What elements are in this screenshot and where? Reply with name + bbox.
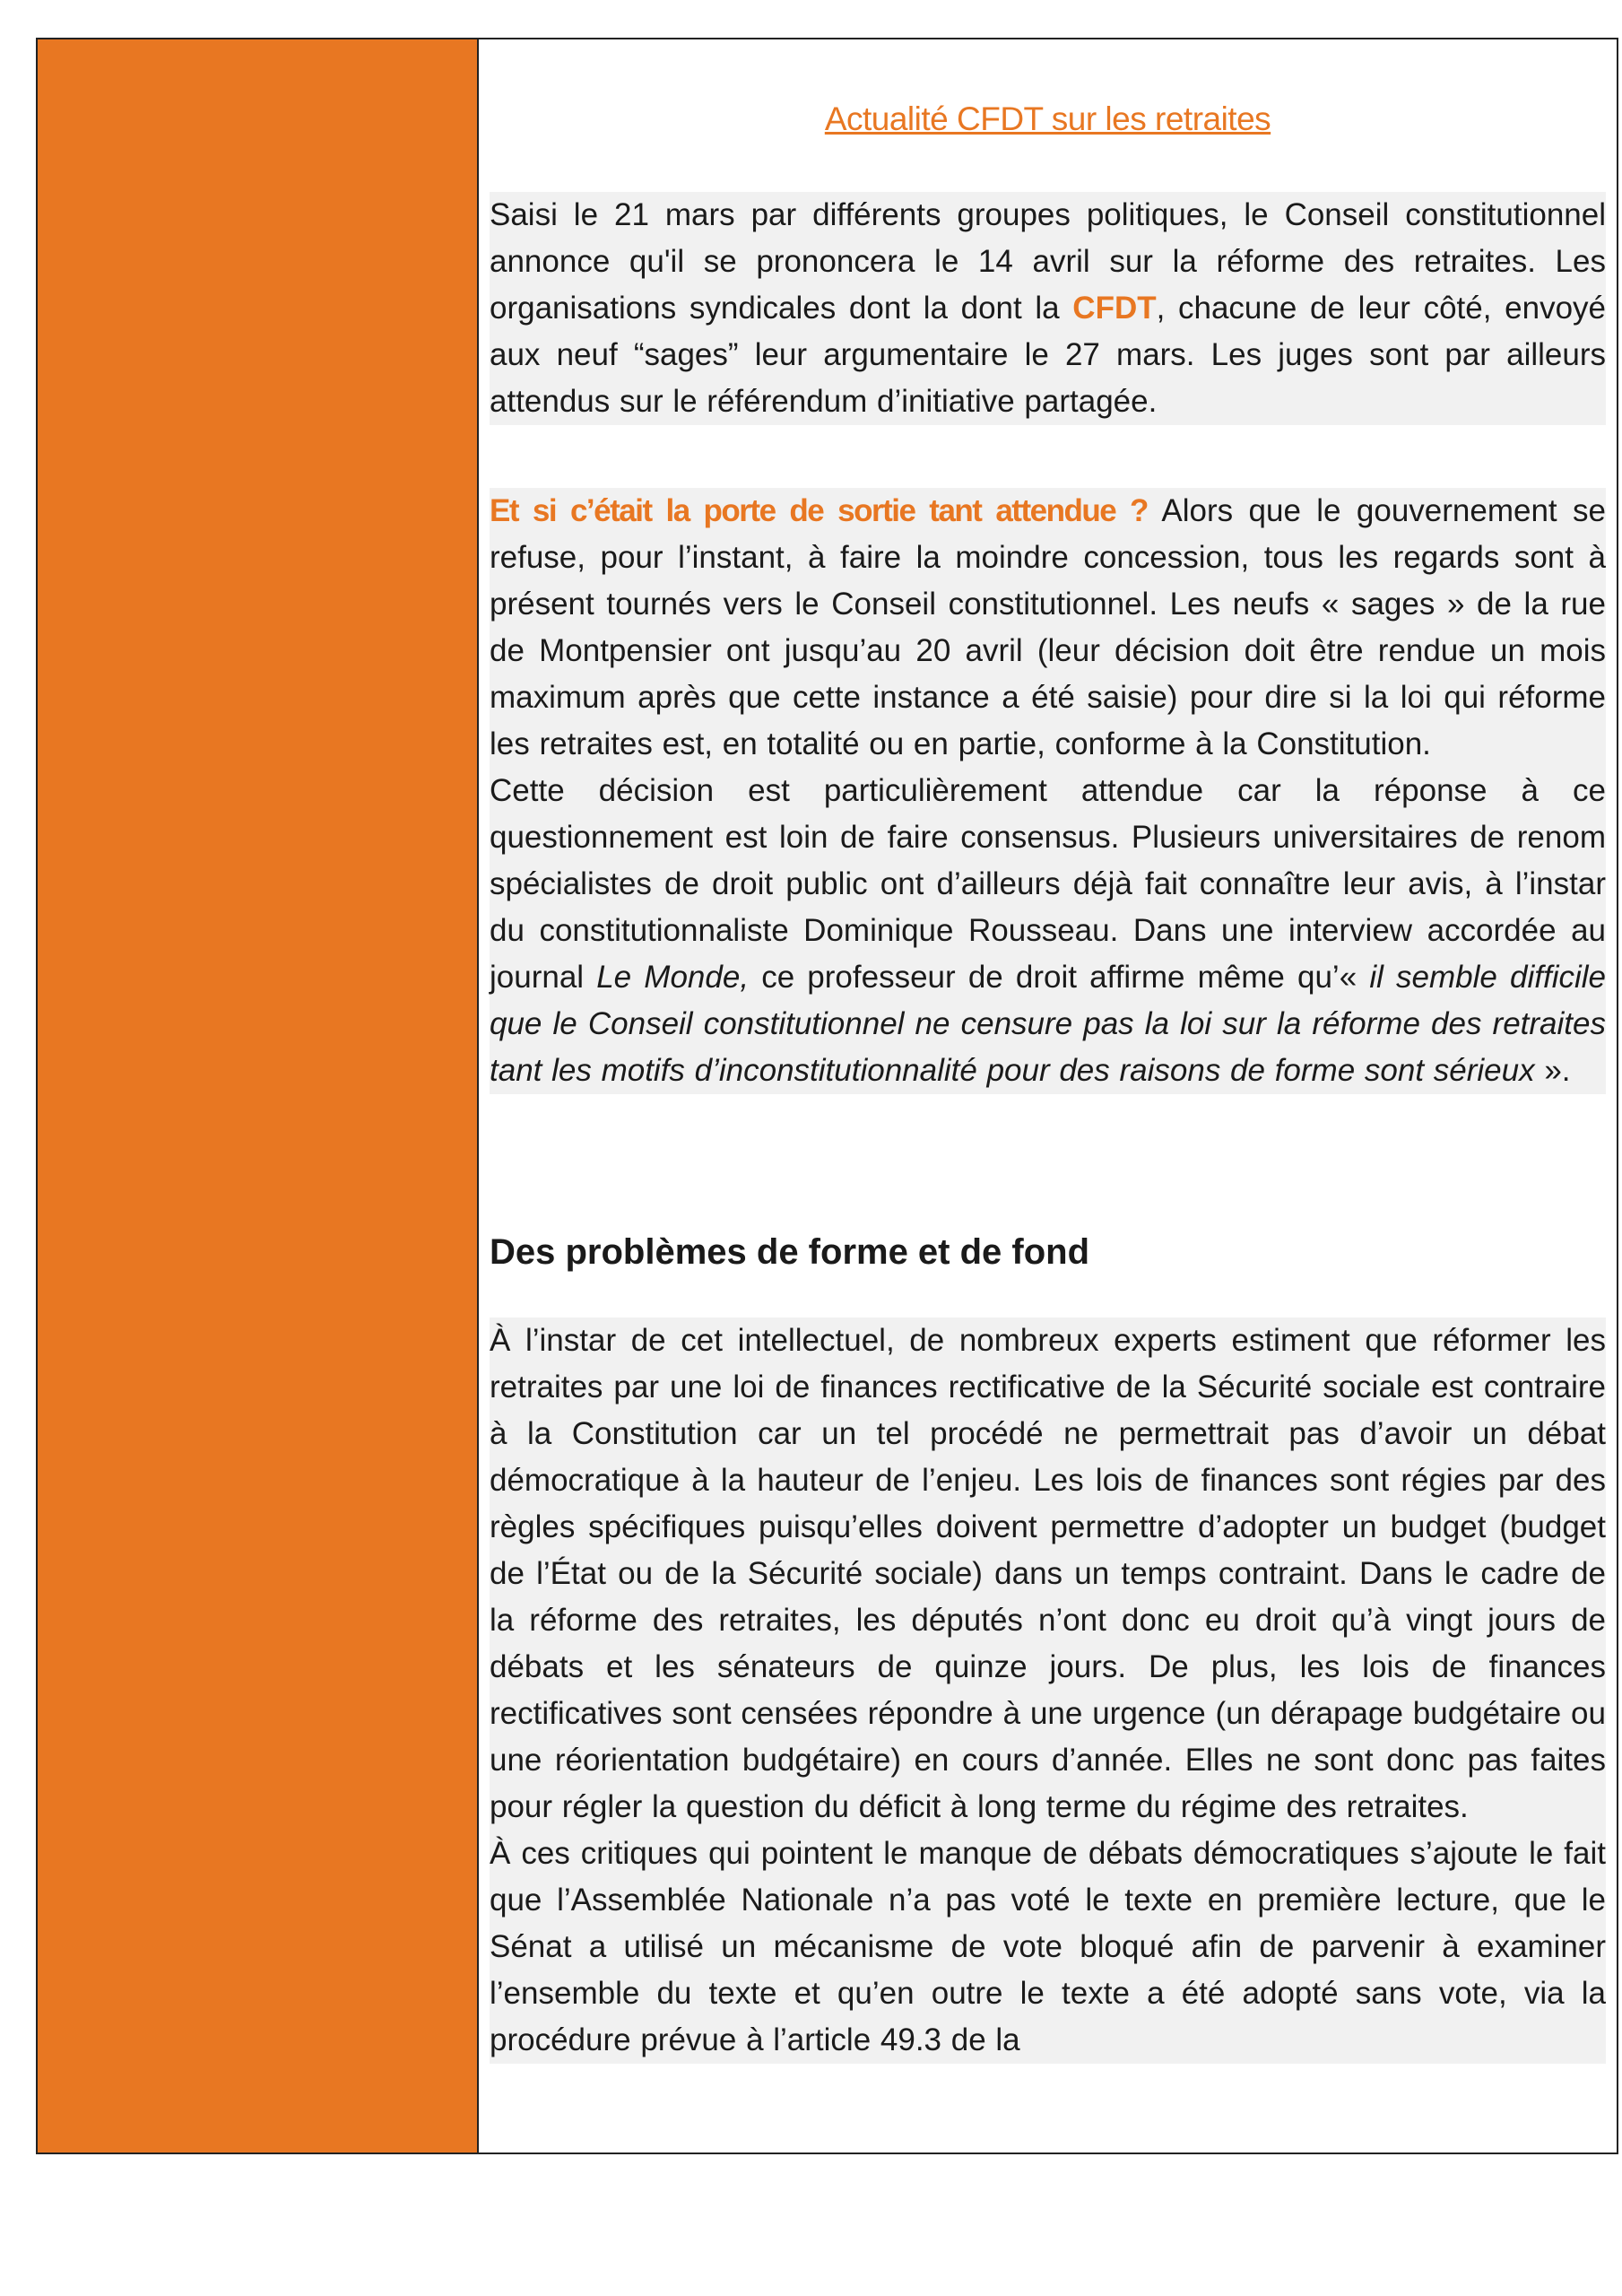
- section1-p2-start: Cette décision est particulièrement attendue car la réponse à ce questionnement est loin de faire consensus. Plusieurs universitaires de renom spécialistes de droit public ont d’ailleurs déjà fait connaître leur avis, à l’instar du constitutionnaliste Dominique Rousseau. Dans une interview accordée au journal: [490, 773, 1606, 995]
- intro-text-1: Saisi le 21 mars par différents groupes politiques, le Conseil constitutionnel annonce qu'il se prononcera le 14 avril sur la réforme des retraites. Les organisations syndicales dont la dont la: [490, 197, 1606, 326]
- section2-block: [490, 1318, 1606, 2064]
- section2-paragraph-1: À l’instar de cet intellectuel, de nombreux experts estiment que réformer les retraites par une loi de finances rectificative de la Sécurité sociale est contraire à la Constitution car un tel procédé ne permettrait pas d’avoir un débat démocratique à la hauteur de l’enjeu. Les lois de finances sont régies par des règles spécifiques puisqu’elles doivent permettre d’adopter un budget (budget de l’État ou de la Sécurité sociale) dans un temps contraint. Dans le cadre de la réforme des retraites, les députés n’ont donc eu droit qu’à vingt jours de débats et les sénateurs de quinze jours. De plus, les lois de finances rectificatives sont censées répondre à une urgence (un dérapage budgétaire ou une réorientation budgétaire) en cours d’année. Elles ne sont donc pas faites pour régler la question du déficit à long terme du régime des retraites.: [490, 1323, 1606, 1824]
- rousseau-quote: il semble difficile que le Conseil constitutionnel ne censure pas la loi sur la réforme des retraites tant les motifs d’inconstitutionnalité pour des raisons de forme sont sérieux: [490, 960, 1606, 1088]
- section1-p2-end: ».: [1534, 1053, 1571, 1088]
- page-title: Actualité CFDT sur les retraites: [824, 100, 1271, 137]
- cfdt-highlight: CFDT: [1072, 291, 1157, 326]
- section-heading: Des problèmes de forme et de fond: [490, 1232, 1090, 1272]
- main-content: [479, 39, 1617, 2152]
- journal-name: Le Monde,: [596, 960, 750, 995]
- orange-sidebar: [38, 39, 479, 2152]
- intro-paragraph: [490, 192, 1606, 425]
- section1-lead: Et si c’était la porte de sortie tant attendue ?: [490, 493, 1148, 528]
- intro-text-2: , chacune de leur côté, envoyé aux neuf “sages” leur argumentaire le 27 mars. Les juges sont par ailleurs attendus sur le référendum d’initiative partagée.: [490, 291, 1606, 419]
- section1-p2-mid: ce professeur de droit affirme même qu’«: [749, 960, 1370, 995]
- section1-paragraph-1: [490, 488, 1606, 768]
- page-frame: [36, 38, 1618, 2154]
- section1-paragraph-2: [490, 768, 1606, 1094]
- section2-paragraph-2: À ces critiques qui pointent le manque de débats démocratiques s’ajoute le fait que l’Assemblée Nationale n’a pas voté le texte en première lecture, que le Sénat a utilisé un mécanisme de vote bloqué afin de parvenir à examiner l’ensemble du texte et qu’en outre le texte a été adopté sans vote, via la procédure prévue à l’article 49.3 de la: [490, 1836, 1606, 2057]
- section1-block: [490, 488, 1606, 1094]
- section1-p1-text: Alors que le gouvernement se refuse, pour l’instant, à faire la moindre concession, tous les regards sont à présent tournés vers le Conseil constitutionnel. Les neufs « sages » de la rue de Montpensier ont jusqu’au 20 avril (leur décision doit être rendue un mois maximum après que cette instance a été saisie) pour dire si la loi qui réforme les retraites est, en totalité ou en partie, conforme à la Constitution.: [490, 493, 1606, 761]
